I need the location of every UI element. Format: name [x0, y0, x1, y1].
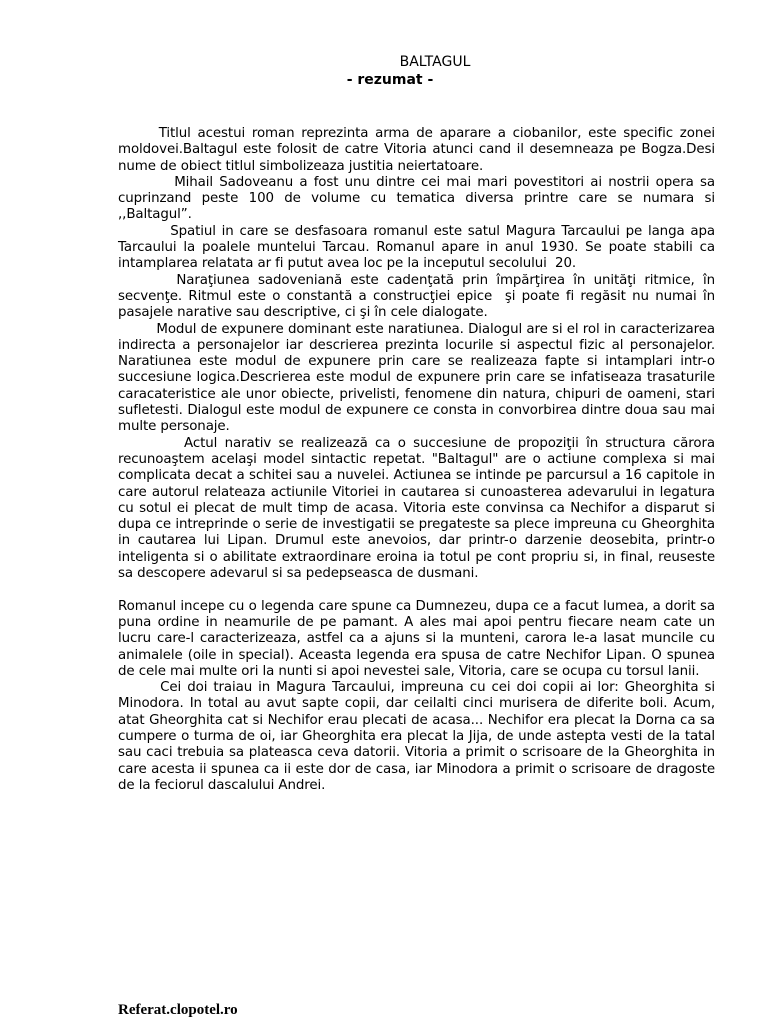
footer-source-link[interactable]: Referat.clopotel.ro [118, 1002, 238, 1018]
paragraph-spacer [118, 582, 715, 598]
document-title: BALTAGUL [399, 54, 471, 70]
document-subtitle: - rezumat - [346, 72, 434, 88]
paragraph-8: Cei doi traiau in Magura Tarcaului, impreuna cu cei doi copii ai lor: Gheorghita si Minodora. In total au avut sapte copii, dar ceilalti cinci murisera de diferite boli. Acum, atat Gheorghita cat si Nechifor erau plecati de acasa... Nechifor era plecat la Dorna ca sa cumpere o turma de oi, iar Gheorghita era plecat la Jija, de unde astepta vesti de la tatal sau caci trebuia sa plateasca ceva datorii. Vitoria a primit o scrisoare de la Gheorghita in care acesta ii spunea ca ii este dor de casa, iar Minodora a primit o scrisoare de dragoste de la feciorul dascalului Andrei. [118, 680, 720, 793]
paragraph-1: Titlul acestui roman reprezinta arma de aparare a ciobanilor, este specific zonei moldovei.Baltagul este folosit de catre Vitoria atunci cand il desemneaza pe Bogza.Desi nume de obiect titlul simbolizeaza justitia neiertatoare. [118, 126, 720, 174]
paragraph-4: Naraţiunea sadoveniană este cadenţată prin împărţirea în unităţi ritmice, în secvenţe. Ritmul este o constantă a construcţiei epice şi poate fi regăsit nu numai în pasajele narative sau descriptive, ci şi în cele dialogate. [118, 272, 720, 321]
paragraph-7: Romanul incepe cu o legenda care spune ca Dumnezeu, dupa ce a facut lumea, a dorit sa puna ordine in neamurile de pe pamant. A ales mai apoi pentru fiecare neam cate un lucru care-l caracterizeaza, astfel ca a ajuns si la munteni, carora le-a lasat muncile cu animalele (oile in special). Aceasta legenda era spusa de catre Nechifor Lipan. O spunea de cele mai multe ori la nunti si apoi nevestei sale, Vitoria, care se ocupa cu torsul lanii. [118, 598, 720, 679]
paragraph-5: Modul de expunere dominant este naratiunea. Dialogul are si el rol in caracterizarea indirecta a personajelor iar descrierea prezinta locurile si aspectul fizic al personajelor. Naratiunea este modul de expunere prin care se realizeaza fapte si intamplari intr-o succesiune logica.Descrierea este modul de expunere prin care se infatiseaza trasaturile caracateristice ale unor obiecte, privelisti, fenomene din natura, chipuri de oameni, stari sufletesti. Dialogul este modul de expunere ce consta in convorbirea dintre doua sau mai multe personaje. [118, 321, 720, 435]
paragraph-2: Mihail Sadoveanu a fost unu dintre cei mai mari povestitori ai nostrii opera sa cuprinzand peste 100 de volume cu tematica diversa printre care se numara si ,,Baltagul”. [118, 174, 720, 223]
paragraph-3: Spatiul in care se desfasoara romanul este satul Magura Tarcaului pe langa apa Tarcaului la poalele muntelui Tarcau. Romanul apare in anul 1930. Se poate stabili ca intamplarea relatata ar fi putut avea loc pe la inceputul secolului 20. [118, 223, 720, 272]
document-body [118, 126, 720, 794]
paragraph-6: Actul narativ se realizează ca o succesiune de propoziţii în structura cărora recunoaştem acelaşi model sintactic repetat. "Baltagul" are o actiune complexa si mai complicata decat a schitei sau a nuvelei. Actiunea se intinde pe parcursul a 16 capitole in care autorul relateaza actiunile Vitoriei in cautarea si cunoasterea adevarului in legatura cu sotul ei plecat de mult timp de acasa. Vitoria este convinsa ca Nechifor a disparut si dupa ce intreprinde o serie de investigatii se pregateste sa plece impreuna cu Gheorghita in cautarea lui Lipan. Drumul este anevoios, dar printr-o darzenie deosebita, printr-o inteligenta si o abilitate extraordinare eroina ia totul pe cont propriu si, in final, reuseste sa descopere adevarul si sa pedepseasca de dusmani. [118, 435, 720, 582]
